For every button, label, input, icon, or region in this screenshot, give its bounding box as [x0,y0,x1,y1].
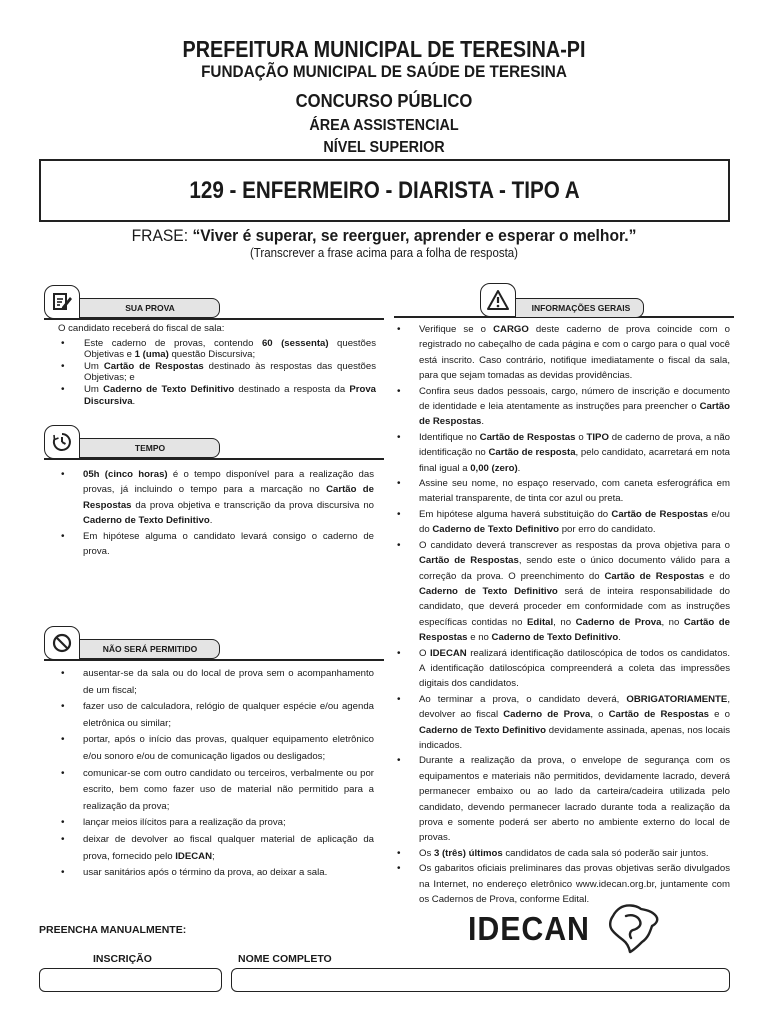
exam-code: 129 - ENFERMEIRO - DIARISTA - TIPO A [189,177,580,204]
list-item: • lançar meios ilícitos para a realização da prova; [58,815,374,832]
list-item: • Os 3 (três) últimos candidatos de cada sala só poderão sair juntos. [394,846,730,861]
list-item: • Em hipótese alguma haverá substituição do Cartão de Respostas e/ou do Caderno de Texto Definitivo por erro do candidato. [394,507,730,538]
section-tab-sua-prova [44,285,384,321]
section-title: INFORMAÇÕES GERAIS [506,298,644,318]
inscricao-label: INSCRIÇÃO [93,953,152,965]
list-item: • O candidato deverá transcrever as respostas da prova objetiva para o Cartão de Respostas, sendo este o único documento válido para a correção da prova. O preenchimento do Cartão de Respostas e do Caderno de Texto Definitivo será de inteira responsabilidade do candidato, que deverá proceder em conformidade com as instruções específicas contidas no Edital, no Caderno de Prova, no Cartão de Respostas e no Caderno de Texto Definitivo. [394,538,730,646]
list-item: • Verifique se o CARGO deste caderno de prova coincide com o registrado no cabeçalho de cada página e com o cargo para o qual você está inscrito. Caso contrário, notifique imediatamente o fiscal da sala, para que sejam tomadas as devidas providências. [394,322,730,384]
list-item: • 05h (cinco horas) é o tempo disponível para a realização das provas, já incluindo o tempo para a marcação no Cartão de Respostas da prova objetiva e transcrição da prova discursiva no Caderno de Texto Definitivo. [58,467,374,529]
clock-icon [44,425,80,459]
list-item: • Um Caderno de Texto Definitivo destinado a resposta da Prova Discursiva. [58,384,376,407]
sua-prova-content [58,323,376,407]
header-level: NÍVEL SUPERIOR [323,139,445,156]
inscricao-field[interactable] [39,968,222,992]
section-divider [44,659,384,661]
phrase-line [31,226,738,246]
list-item: • Os gabaritos oficiais preliminares das provas objetivas serão divulgados na Internet, no endereço eletrônico www.idecan.org.br, juntamente com os Cadernos de Prova, conforme Edital. [394,861,730,907]
list-item: • Este caderno de provas, contendo 60 (sessenta) questões Objetivas e 1 (uma) questão Discursiva; [58,338,376,361]
phrase-text: “Viver é superar, se reerguer, aprender e esperar o melhor.” [192,226,637,245]
list-item: • Confira seus dados pessoais, cargo, número de inscrição e documento de identidade e leia atentamente as instruções para preencher o Cartão de Respostas. [394,384,730,430]
exam-code-box [39,159,730,222]
header-subtitle: FUNDAÇÃO MUNICIPAL DE SAÚDE DE TERESINA [201,62,567,81]
section-tab-informacoes [394,283,734,319]
list-item: • usar sanitários após o término da prova, ao deixar a sala. [58,865,374,882]
section-tab-tempo [44,425,384,461]
list-item: • ausentar-se da sala ou do local de prova sem o acompanhamento de um fiscal; [58,666,374,699]
list-item: • Assine seu nome, no espaço reservado, com caneta esferográfica em material transparente, de tinta cor azul ou preta. [394,476,730,507]
tempo-content [58,467,374,559]
idecan-logo-text: IDECAN [468,910,590,947]
list-item: • comunicar-se com outro candidato ou terceiros, verbalmente ou por escrito, bem como fazer uso de material não permitido para a realização da prova; [58,766,374,816]
list-item: • Ao terminar a prova, o candidato deverá, OBRIGATORIAMENTE, devolver ao fiscal Caderno de Prova, o Cartão de Respostas e o Caderno de Texto Definitivo devidamente assinada, apenas, nos locais indicados. [394,692,730,754]
informacoes-content [394,322,730,907]
sua-prova-intro: O candidato receberá do fiscal de sala: [58,323,225,334]
list-item: • Um Cartão de Respostas destinado às respostas das questões Objetivas; e [58,361,376,384]
prohibited-icon [44,626,80,660]
fill-manually-label: PREENCHA MANUALMENTE: [39,924,187,936]
section-tab-nao-permitido [44,626,384,662]
list-item: • O IDECAN realizará identificação datiloscópica de todos os candidatos. A identificação datiloscópica compreenderá a coleta das impressões digitais dos candidatos. [394,646,730,692]
header-area: ÁREA ASSISTENCIAL [309,117,459,134]
nome-completo-field[interactable] [231,968,730,992]
list-item: • deixar de devolver ao fiscal qualquer material de aplicação da prova, fornecido pelo IDECAN; [58,832,374,865]
pencil-paper-icon [44,285,80,319]
section-title: NÃO SERÁ PERMITIDO [68,639,220,659]
nome-completo-label: NOME COMPLETO [238,953,332,965]
phrase-label: FRASE: [131,226,189,245]
nao-permitido-content [58,666,374,882]
list-item: • portar, após o início das provas, qualquer equipamento eletrônico e/ou sonoro e/ou de comunicação ligados ou desligados; [58,732,374,765]
section-divider [44,318,384,320]
section-title: SUA PROVA [68,298,220,318]
warning-icon [480,283,516,317]
brazil-map-icon [606,902,662,959]
list-item: • Durante a realização da prova, o envelope de segurança com os equipamentos e materiais não permitidos, devidamente lacrado, deverá permanecer embaixo ou ao lado da carteira/cadeira utilizada pelo candidato, devendo permanecer lacrado durante toda a realização da prova e somente poderá ser aberto no ambiente externo do local de provas. [394,753,730,845]
header-exam-type: CONCURSO PÚBLICO [295,90,473,111]
list-item: • Em hipótese alguma o candidato levará consigo o caderno de prova. [58,529,374,560]
list-item: • Identifique no Cartão de Respostas o TIPO de caderno de prova, a não identificação no Cartão de resposta, pelo candidato, acarretará em nota final igual a 0,00 (zero). [394,430,730,476]
list-item: • fazer uso de calculadora, relógio de qualquer espécie e/ou agenda eletrônica ou similar; [58,699,374,732]
section-title: TEMPO [68,438,220,458]
header-title: PREFEITURA MUNICIPAL DE TERESINA-PI [182,36,586,62]
section-divider [44,458,384,460]
phrase-instruction: (Transcrever a frase acima para a folha de resposta) [249,246,519,260]
